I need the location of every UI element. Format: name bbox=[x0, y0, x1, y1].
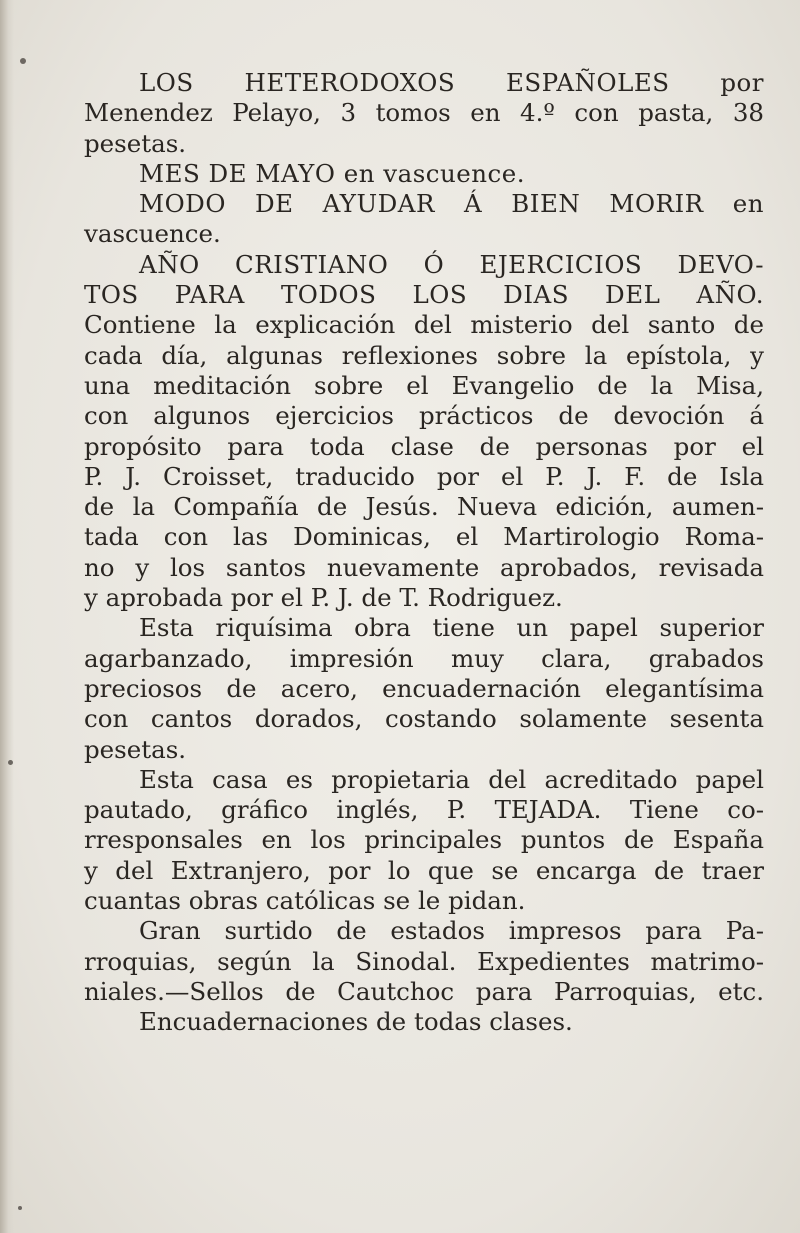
entry-line: cuantas obras católicas se le pidan. bbox=[84, 886, 526, 916]
entry-title-line: MES DE MAYO en vascuence. bbox=[139, 158, 526, 188]
entry-line: una meditación sobre el Evangelio de la Misa, bbox=[84, 370, 764, 400]
entry-line: pautado, gráfico inglés, P. TEJADA. Tiene co- bbox=[84, 795, 764, 825]
entry-line: pesetas. bbox=[84, 128, 187, 158]
catalog-text bbox=[84, 68, 764, 1038]
entry-line: rroquias, según la Sinodal. Expedientes matrimo- bbox=[84, 946, 764, 976]
entry-line: P. J. Croisset, traducido por el P. J. F. de Isla bbox=[84, 461, 764, 491]
entry-line: tada con las Dominicas, el Martirologio Roma- bbox=[84, 522, 764, 552]
entry-line: Esta riquísima obra tiene un papel superior bbox=[139, 613, 764, 643]
entry-line: cada día, algunas reflexiones sobre la epístola, y bbox=[84, 340, 764, 370]
entry-ano-cristiano bbox=[84, 250, 764, 614]
entry-line: pesetas. bbox=[84, 734, 187, 764]
entry-line: agarbanzado, impresión muy clara, grabados bbox=[84, 643, 764, 673]
entry-line: Encuadernaciones de todas clases. bbox=[139, 1007, 573, 1037]
entry-line: niales.—Sellos de Cautchoc para Parroquias, etc. bbox=[84, 976, 764, 1006]
page-edge-shadow bbox=[0, 0, 14, 1233]
entry-line: rresponsales en los principales puntos de España bbox=[84, 825, 764, 855]
entry-line: no y los santos nuevamente aprobados, revisada bbox=[84, 552, 764, 582]
entry-riquisima bbox=[84, 613, 764, 764]
entry-line: con algunos ejercicios prácticos de devoción á bbox=[84, 401, 764, 431]
entry-line: de la Compañía de Jesús. Nueva edición, aumen- bbox=[84, 492, 764, 522]
entry-line: Menendez Pelayo, 3 tomos en 4.º con pasta, 38 bbox=[84, 98, 764, 128]
entry-line: Gran surtido de estados impresos para Pa- bbox=[139, 916, 764, 946]
entry-mes-de-mayo bbox=[84, 159, 764, 189]
ink-speck bbox=[8, 760, 13, 765]
entry-line: vascuence. bbox=[84, 219, 221, 249]
entry-casa bbox=[84, 765, 764, 916]
entry-title-line: AÑO CRISTIANO Ó EJERCICIOS DEVO- bbox=[139, 249, 764, 279]
ink-speck bbox=[20, 58, 26, 64]
entry-line: Contiene la explicación del misterio del santo de bbox=[84, 310, 764, 340]
entry-line: y del Extranjero, por lo que se encarga de traer bbox=[84, 855, 764, 885]
entry-line: con cantos dorados, costando solamente sesenta bbox=[84, 704, 764, 734]
entry-modo-de-ayudar bbox=[84, 189, 764, 250]
ink-speck bbox=[18, 1206, 22, 1210]
entry-title-line: MODO DE AYUDAR Á BIEN MORIR en bbox=[139, 189, 764, 219]
entry-heterodoxos bbox=[84, 68, 764, 159]
entry-line: y aprobada por el P. J. de T. Rodriguez. bbox=[84, 583, 563, 613]
entry-surtido bbox=[84, 916, 764, 1037]
entry-line: propósito para toda clase de personas por el bbox=[84, 431, 764, 461]
entry-line: preciosos de acero, encuadernación elegantísima bbox=[84, 673, 764, 703]
entry-title-line: TOS PARA TODOS LOS DIAS DEL AÑO. bbox=[84, 280, 764, 310]
entry-title-line: LOS HETERODOXOS ESPAÑOLES por bbox=[139, 68, 764, 97]
entry-line: Esta casa es propietaria del acreditado papel bbox=[139, 764, 764, 794]
